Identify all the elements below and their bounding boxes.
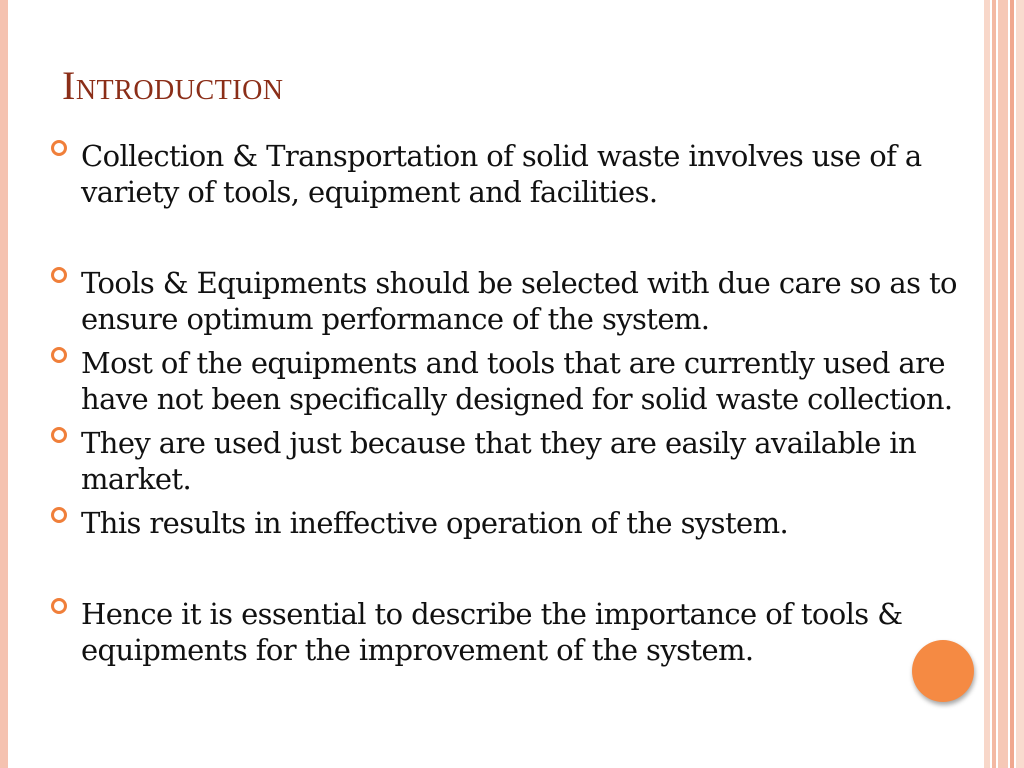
- right-stripe: [992, 0, 996, 768]
- slide-nav-circle-button[interactable]: [912, 640, 974, 702]
- bullet-list: [48, 138, 988, 668]
- bullet-circle-icon: [51, 140, 67, 156]
- bullet-circle-icon: [51, 427, 67, 443]
- slide-title: Introduction: [62, 63, 284, 108]
- right-stripe: [998, 0, 1008, 768]
- bullet-circle-icon: [51, 598, 67, 614]
- left-border-stripe: [0, 0, 8, 768]
- bullet-circle-icon: [51, 267, 67, 283]
- bullet-text: They are used just because that they are easily available in market.: [81, 426, 917, 496]
- right-stripe: [1016, 0, 1024, 768]
- bullet-item: [48, 425, 988, 497]
- bullet-item: [48, 505, 988, 541]
- bullet-circle-icon: [51, 507, 67, 523]
- bullet-circle-icon: [51, 347, 67, 363]
- bullet-item: [48, 265, 988, 337]
- bullet-text: Collection & Transportation of solid waste involves use of a variety of tools, equipment and facilities.: [81, 139, 922, 209]
- right-border-stripes: [984, 0, 1024, 768]
- bullet-text: Tools & Equipments should be selected with due care so as to ensure optimum performance of the system.: [81, 266, 957, 336]
- bullet-item: [48, 138, 988, 210]
- bullet-item: [48, 596, 988, 668]
- bullet-text: This results in ineffective operation of the system.: [81, 506, 789, 540]
- bullet-text: Hence it is essential to describe the importance of tools & equipments for the improvement of the system.: [81, 597, 903, 667]
- bullet-item: [48, 345, 988, 417]
- bullet-text: Most of the equipments and tools that are currently used are have not been specifically designed for solid waste collection.: [81, 346, 953, 416]
- right-stripe: [1010, 0, 1014, 768]
